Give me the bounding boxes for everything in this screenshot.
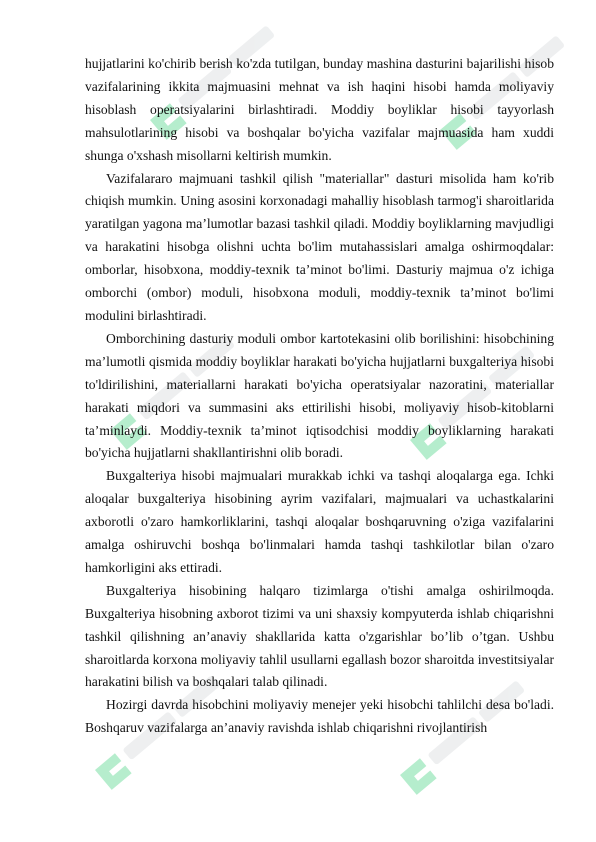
paragraph-5: Buxgalteriya hisobining halqaro tizimlarga o'tishi amalga oshirilmoqda. Buxgalteriya hisobning axborot tizimi va uni shaxsiy kompyuterda ishlab chiqarishni tashkil qilishning an’anaviy shakllarida katta o'zgarishlar bo’lib o’tgan. Ushbu sharoitlarda korxona moliyaviy tahlil usullarni egallash bozor sharoitda investitsiyalar harakatini bilish va boshqalari talab qilinadi.	[85, 582, 554, 690]
paragraph-6: Hozirgi davrda hisobchini moliyaviy menejer yeki hisobchi tahlilchi desa bo'ladi. Boshqaruv vazifalarga an’anaviy ravishda ishlab chiqarishni rivojlantirish	[85, 697, 554, 736]
paragraph-4: Buxgalteriya hisobi majmualari murakkab ichki va tashqi aloqalarga ega. Ichki aloqalar buxgalteriya hisobining ayrim vazifalari, majmualari va uchastkalarini axborotli o'zaro hamkorliklarini, tashqi aloqalar boshqaruvning o'ziga vazifalarini amalga oshiruvchi boshqa bo'linmalari hamda tashqi tashkilotlar bilan o'zaro hamkorligini aks ettiradi.	[85, 468, 554, 575]
paragraph-3: Omborchining dasturiy moduli ombor kartotekasini olib borilishini: hisobchining ma’lumotli qismida moddiy boyliklar harakati bo'yicha hujjatlarni buxgalteriya hisobi to'ldirilishini, materiallarni harakati bo'yicha operatsiyalar nazoratini, materiallar harakati miqdori va summasini aks ettirilishi hisobi, moliyaviy hisob-kitoblarni ta’minlaydi. Moddiy-texnik ta’minot iqtisodchisi moddiy boyliklarning harakati bo'yicha hujjatlarni shakllantirishni olib boradi.	[85, 330, 554, 461]
document-body	[85, 53, 554, 740]
paragraph-1: hujjatlarini ko'chirib berish ko'zda tutilgan, bunday mashina dasturini bajarilishi hisob vazifalarining ikkita majmuasini mehnat va ish haqini hisobi hamda moliyaviy hisoblash operatsiyalarini birlashtiradi. Moddiy boyliklar hisobi tayyorlash mahsulotlarining hisobi va boshqalar bo'yicha vazifalar majmuasida ham xuddi shunga o'xshash misollarni keltirish mumkin.	[85, 56, 554, 163]
paragraph-2: Vazifalararo majmuani tashkil qilish "materiallar" dasturi misolida ham ko'rib chiqish mumkin. Uning asosini korxonadagi mahalliy hisoblash tarmog'i sharoitlarida yaratilgan yagona ma’lumotlar bazasi tashkil qiladi. Moddiy boyliklarning mavjudligi va harakatini hisobga olishni uchta bo'lim mutahassislari amalga oshirmoqdalar: omborlar, hisobxona, moddiy-texnik ta’minot bo'limi. Dasturiy majmua o'z ichiga omborchi (ombor) moduli, hisobxona moduli, moddiy-texnik ta’minot bo'limi modulini birlashtiradi.	[85, 170, 554, 323]
